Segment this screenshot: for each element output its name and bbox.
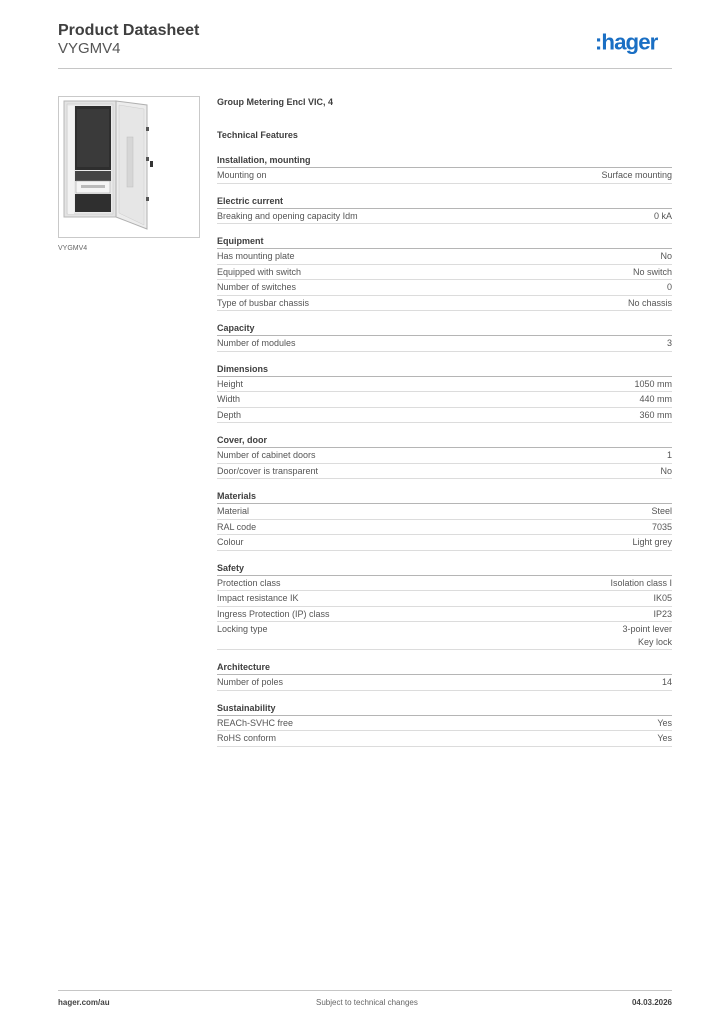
feature-value-line: Yes	[657, 717, 672, 728]
feature-value	[628, 297, 672, 310]
feature-section	[217, 235, 672, 311]
section-title: Architecture	[217, 661, 672, 675]
feature-row	[217, 464, 672, 480]
feature-value	[667, 281, 672, 294]
feature-value	[657, 732, 672, 745]
feature-label: Number of poles	[217, 677, 284, 687]
feature-row	[217, 265, 672, 281]
product-name: Group Metering Encl VIC, 4	[217, 97, 334, 107]
feature-row	[217, 296, 672, 312]
feature-row	[217, 716, 672, 732]
enclosure-illustration	[59, 97, 199, 237]
feature-value-line: No chassis	[627, 297, 672, 308]
feature-label: Protection class	[217, 577, 281, 588]
feature-section	[217, 322, 672, 352]
feature-label: Door/cover is transparent	[217, 465, 319, 476]
feature-value-line: 0	[666, 282, 672, 292]
product-image	[58, 96, 200, 238]
section-title: Sustainability	[217, 702, 672, 716]
hager-logo-text: :hager	[594, 30, 658, 55]
section-title: Safety	[217, 562, 672, 576]
section-title: Equipment	[217, 235, 672, 249]
feature-value-line: Key lock	[637, 636, 672, 647]
feature-label: Mounting on	[217, 170, 267, 180]
footer-date: 04.03.2026	[631, 998, 672, 1007]
feature-value	[654, 210, 672, 223]
feature-label: Breaking and opening capacity Idm	[217, 210, 358, 221]
feature-row	[217, 448, 672, 464]
technical-data	[217, 96, 672, 747]
feature-row	[217, 408, 672, 424]
feature-label: REACh-SVHC free	[217, 717, 294, 728]
feature-value-line: Yes	[657, 733, 672, 743]
feature-value-line: 440 mm	[639, 394, 672, 404]
feature-section	[217, 434, 672, 479]
feature-label: Number of switches	[217, 282, 297, 292]
feature-section	[217, 363, 672, 424]
header-divider	[58, 68, 672, 69]
feature-label: Has mounting plate	[217, 251, 295, 261]
feature-value-line: No switch	[632, 266, 672, 277]
feature-row	[217, 280, 672, 296]
feature-section	[217, 562, 672, 651]
feature-value	[633, 266, 672, 279]
feature-value-line: 0 kA	[653, 210, 672, 221]
feature-value-line: No	[660, 465, 672, 476]
feature-label: Ingress Protection (IP) class	[217, 608, 330, 619]
feature-value	[662, 676, 672, 689]
feature-sections	[217, 154, 672, 747]
feature-label: Impact resistance IK	[217, 593, 299, 603]
section-title: Electric current	[217, 195, 672, 209]
feature-label: Width	[217, 394, 241, 404]
feature-row	[217, 607, 672, 623]
product-reference: VYGMV4	[58, 40, 121, 57]
feature-value-line: 3	[666, 338, 672, 348]
feature-label: RAL code	[217, 521, 257, 532]
feature-label: Number of modules	[217, 338, 296, 348]
feature-value-line: 3-point lever	[622, 624, 672, 634]
feature-value-line: Light grey	[632, 537, 672, 547]
hager-logo	[592, 30, 674, 56]
feature-row	[217, 576, 672, 592]
document-title: Product Datasheet	[58, 22, 200, 39]
feature-value	[667, 337, 672, 350]
feature-value	[657, 717, 672, 730]
feature-value	[634, 378, 672, 391]
footer-note: Subject to technical changes	[316, 998, 418, 1007]
feature-value-line: No	[660, 251, 672, 261]
feature-value	[622, 623, 672, 648]
feature-section	[217, 195, 672, 225]
feature-label: Height	[217, 378, 244, 389]
feature-row	[217, 622, 672, 650]
feature-section	[217, 490, 672, 551]
feature-value-line: Isolation class I	[610, 577, 672, 588]
feature-row	[217, 392, 672, 408]
feature-value	[639, 409, 672, 422]
feature-label: Number of cabinet doors	[217, 450, 316, 460]
feature-value	[610, 577, 672, 590]
feature-value	[601, 169, 672, 182]
feature-row	[217, 209, 672, 225]
feature-row	[217, 731, 672, 747]
section-title: Materials	[217, 490, 672, 504]
feature-value-line: 360 mm	[639, 409, 672, 420]
feature-value-line: 7035	[651, 521, 672, 532]
feature-value-line: 14	[661, 677, 672, 687]
feature-row	[217, 336, 672, 352]
footer-divider	[58, 990, 672, 991]
technical-features-heading: Technical Features	[217, 130, 298, 140]
feature-row	[217, 675, 672, 691]
feature-value	[667, 449, 672, 462]
feature-label: Depth	[217, 409, 242, 420]
feature-row	[217, 520, 672, 536]
feature-value	[653, 592, 672, 605]
feature-value	[632, 536, 672, 549]
feature-label: Type of busbar chassis	[217, 297, 310, 308]
section-title: Cover, door	[217, 434, 672, 448]
feature-section	[217, 661, 672, 691]
feature-row	[217, 504, 672, 520]
feature-row	[217, 377, 672, 393]
feature-section	[217, 702, 672, 747]
feature-value	[652, 521, 672, 534]
feature-value	[660, 250, 672, 263]
feature-value-line: IP23	[653, 608, 672, 619]
feature-value-line: IK05	[653, 593, 672, 603]
section-title: Dimensions	[217, 363, 672, 377]
feature-label: Equipped with switch	[217, 266, 302, 277]
feature-value	[653, 608, 672, 621]
feature-value-line: 1	[666, 450, 672, 460]
feature-value-line: Surface mounting	[601, 170, 672, 180]
feature-row	[217, 591, 672, 607]
section-title: Installation, mounting	[217, 154, 672, 168]
feature-section	[217, 154, 672, 184]
feature-row	[217, 535, 672, 551]
product-image-caption: VYGMV4	[58, 245, 88, 252]
feature-value-line: 1050 mm	[634, 378, 672, 389]
feature-value	[651, 505, 672, 518]
section-title: Capacity	[217, 322, 672, 336]
feature-label: Colour	[217, 537, 244, 547]
feature-label: RoHS conform	[217, 733, 277, 743]
feature-label: Material	[217, 506, 250, 516]
feature-row	[217, 249, 672, 265]
feature-value-line: Steel	[651, 506, 672, 516]
feature-value	[660, 465, 672, 478]
feature-label: Locking type	[217, 624, 268, 634]
feature-row	[217, 168, 672, 184]
footer-website[interactable]: hager.com/au	[58, 998, 110, 1007]
feature-value	[639, 393, 672, 406]
